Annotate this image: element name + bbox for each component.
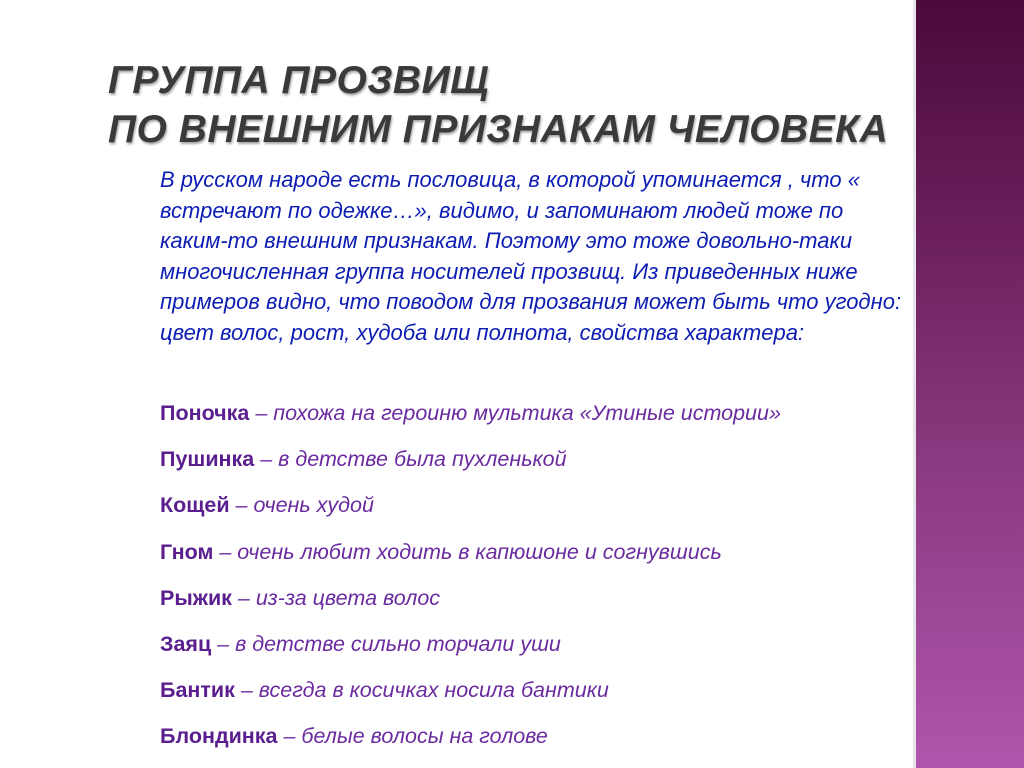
title-line-2: ПО ВНЕШНИМ ПРИЗНАКАМ ЧЕЛОВЕКА	[108, 108, 889, 151]
list-item	[160, 721, 905, 767]
list-item	[160, 629, 905, 675]
title-line-1: ГРУППА ПРОЗВИЩ	[108, 59, 490, 102]
nickname-description: – очень любит ходить в капюшоне и согнувшись	[213, 539, 722, 564]
nickname-list	[160, 398, 905, 768]
nickname-description: – очень худой	[229, 493, 374, 518]
nickname-description: – из-за цвета волос	[231, 585, 441, 610]
nickname: Кощей	[160, 493, 230, 518]
list-item	[160, 675, 905, 721]
nickname-description: – в детстве сильно торчали уши	[211, 631, 561, 656]
list-item	[160, 490, 905, 536]
decorative-side-band	[913, 0, 1024, 768]
nickname-description: – белые волосы на голове	[277, 724, 548, 749]
list-item	[160, 398, 905, 444]
slide-title	[108, 56, 898, 154]
nickname: Гном	[160, 539, 214, 564]
nickname: Пушинка	[160, 447, 255, 472]
list-item	[160, 583, 905, 629]
intro-paragraph: В русском народе есть пословица, в которой упоминается , что « встречают по одежке…», видимо, и запоминают людей тоже по каким-то внешним признакам. Поэтому это тоже довольно-таки многочисленная группа носителей прозвищ. Из приведенных ниже примеров видно, что поводом для прозвания может быть что угодно: цвет волос, рост, худоба или полнота, свойства характера:	[160, 167, 902, 345]
nickname: Поночка	[160, 401, 250, 425]
nickname: Бантик	[160, 678, 235, 703]
nickname: Рыжик	[160, 585, 232, 610]
nickname-description: – всегда в косичках носила бантики	[234, 678, 609, 703]
nickname-description: – похожа на героиню мультика «Утиные истории»	[249, 401, 781, 425]
nickname-description: – в детстве была пухленькой	[254, 447, 567, 472]
nickname: Заяц	[160, 631, 212, 656]
list-item	[160, 444, 905, 490]
list-item	[160, 537, 905, 583]
nickname: Блондинка	[160, 724, 278, 749]
